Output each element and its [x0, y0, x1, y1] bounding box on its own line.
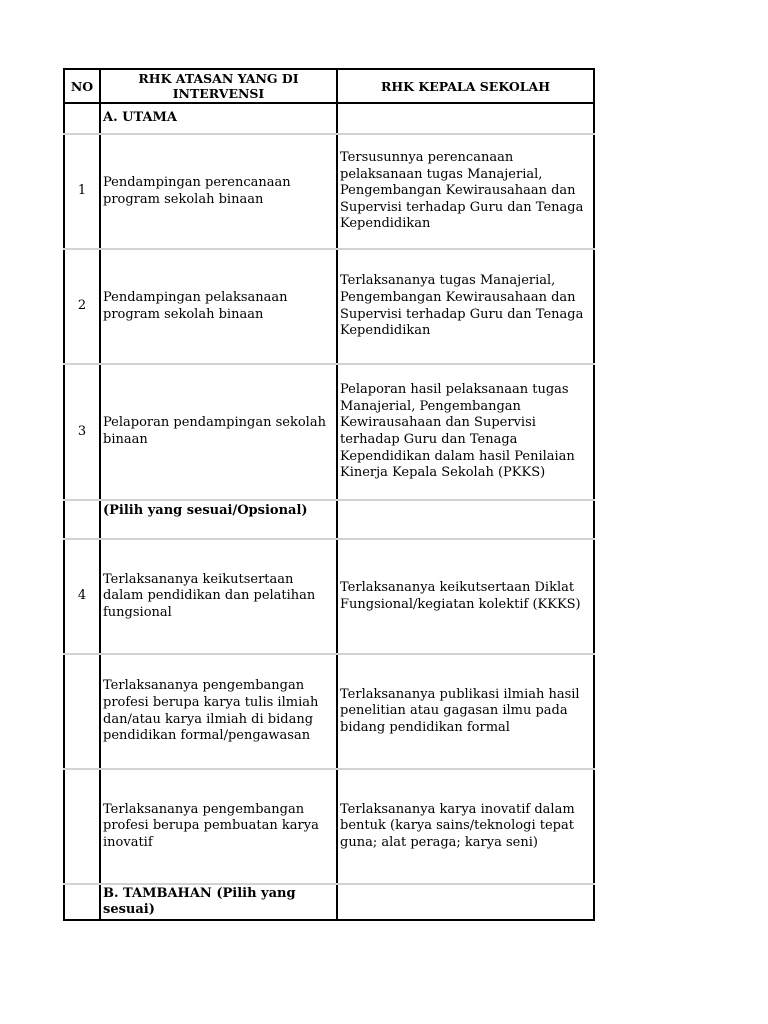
table-row	[64, 769, 594, 884]
row-number: 4	[64, 539, 100, 654]
table-row	[64, 134, 594, 249]
section-no-cell	[64, 103, 100, 134]
table-header-row	[64, 69, 594, 103]
header-rhk-kepala-sekolah: RHK KEPALA SEKOLAH	[337, 69, 594, 103]
section-empty-cell	[337, 500, 594, 539]
section-row-tambahan	[64, 884, 594, 920]
rhk-table	[63, 68, 595, 921]
rhk-kepala-cell: Terlaksananya karya inovatif dalam bentuk (karya sains/teknologi tepat guna; alat peraga; karya seni)	[337, 769, 594, 884]
section-title-opsional: (Pilih yang sesuai/Opsional)	[100, 500, 337, 539]
header-rhk-atasan: RHK ATASAN YANG DI INTERVENSI	[100, 69, 337, 103]
section-empty-cell	[337, 103, 594, 134]
section-no-cell	[64, 500, 100, 539]
rhk-kepala-cell: Terlaksananya publikasi ilmiah hasil penelitian atau gagasan ilmu pada bidang pendidikan formal	[337, 654, 594, 769]
row-number: 1	[64, 134, 100, 249]
section-no-cell	[64, 884, 100, 920]
rhk-kepala-cell: Pelaporan hasil pelaksanaan tugas Manajerial, Pengembangan Kewirausahaan dan Supervisi terhadap Guru dan Tenaga Kependidikan dalam hasil Penilaian Kinerja Kepala Sekolah (PKKS)	[337, 364, 594, 500]
rhk-kepala-cell: Terlaksananya tugas Manajerial, Pengembangan Kewirausahaan dan Supervisi terhadap Guru dan Tenaga Kependidikan	[337, 249, 594, 364]
row-number: 2	[64, 249, 100, 364]
header-no: NO	[64, 69, 100, 103]
row-number	[64, 654, 100, 769]
rhk-atasan-cell: Terlaksananya pengembangan profesi berupa karya tulis ilmiah dan/atau karya ilmiah di bidang pendidikan formal/pengawasan	[100, 654, 337, 769]
rhk-kepala-cell: Terlaksananya keikutsertaan Diklat Fungsional/kegiatan kolektif (KKKS)	[337, 539, 594, 654]
section-row-utama	[64, 103, 594, 134]
section-title-tambahan: B. TAMBAHAN (Pilih yang sesuai)	[100, 884, 337, 920]
section-row-opsional	[64, 500, 594, 539]
row-number	[64, 769, 100, 884]
table-row	[64, 654, 594, 769]
row-number: 3	[64, 364, 100, 500]
rhk-atasan-cell: Pendampingan perencanaan program sekolah binaan	[100, 134, 337, 249]
table-row	[64, 364, 594, 500]
table-row	[64, 249, 594, 364]
section-empty-cell	[337, 884, 594, 920]
section-title-utama: A. UTAMA	[100, 103, 337, 134]
table-row	[64, 539, 594, 654]
rhk-atasan-cell: Terlaksananya keikutsertaan dalam pendidikan dan pelatihan fungsional	[100, 539, 337, 654]
rhk-kepala-cell: Tersusunnya perencanaan pelaksanaan tugas Manajerial, Pengembangan Kewirausahaan dan Supervisi terhadap Guru dan Tenaga Kependidikan	[337, 134, 594, 249]
rhk-atasan-cell: Pendampingan pelaksanaan program sekolah binaan	[100, 249, 337, 364]
rhk-atasan-cell: Pelaporan pendampingan sekolah binaan	[100, 364, 337, 500]
rhk-atasan-cell: Terlaksananya pengembangan profesi berupa pembuatan karya inovatif	[100, 769, 337, 884]
